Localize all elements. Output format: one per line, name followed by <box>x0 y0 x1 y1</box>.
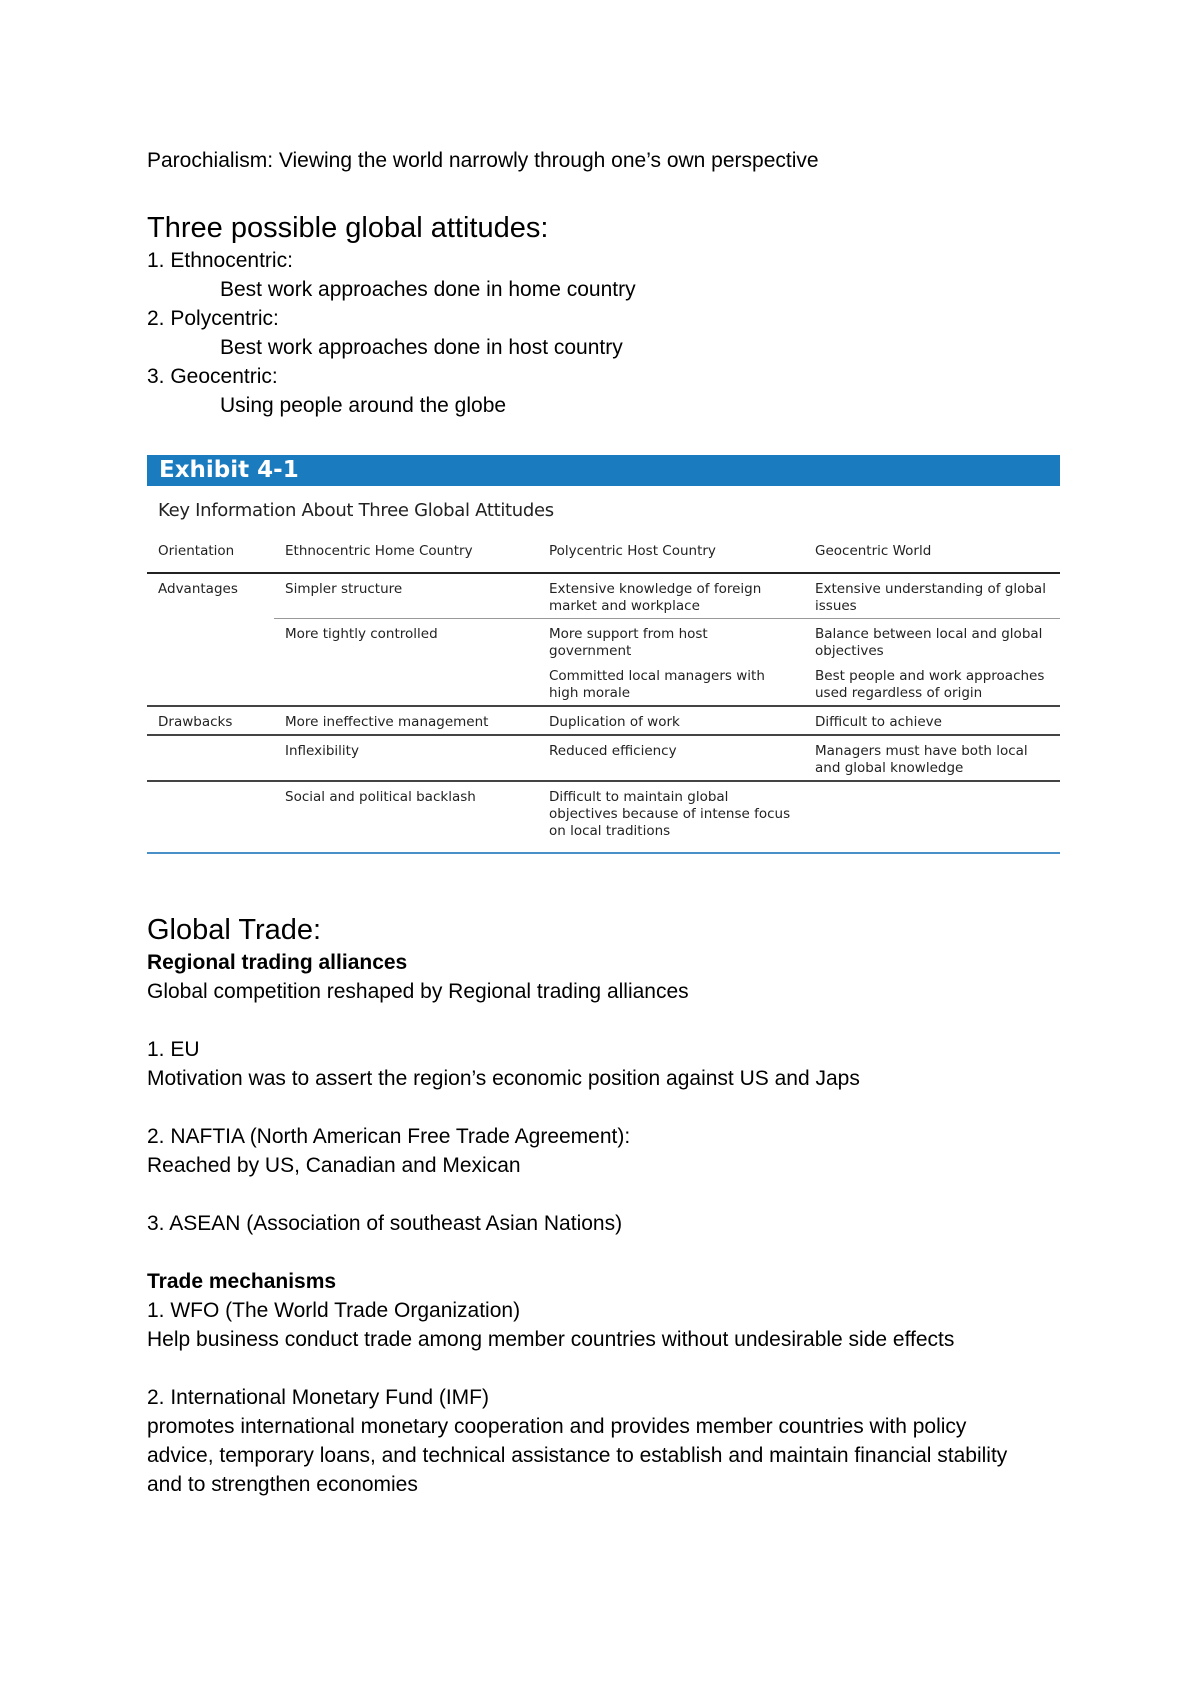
spacer <box>147 1093 1067 1122</box>
exhibit-title-bar: Exhibit 4-1 <box>147 455 1060 486</box>
geocentric-cell <box>804 619 1060 707</box>
attitude-label: 1. Ethnocentric: <box>147 249 293 272</box>
geocentric-cell <box>804 573 1060 619</box>
global-trade-heading: Global Trade: <box>147 914 322 946</box>
global-trade-section <box>147 912 1067 1499</box>
cell-item: More support from host government <box>549 626 708 659</box>
table-header: Polycentric Host Country <box>538 536 804 573</box>
table-row <box>147 735 1060 781</box>
ethnocentric-cell: Inflexibility <box>274 735 538 781</box>
attitude-label: 2. Polycentric: <box>147 307 279 330</box>
cell-item: Difficult to achieve <box>815 714 942 730</box>
ethnocentric-cell: Simpler structure <box>285 581 403 597</box>
cell-item: Extensive knowledge of foreign market and workplace <box>549 581 762 614</box>
cell-item: Reduced efficiency <box>549 743 677 759</box>
eu-title: 1. EU <box>147 1038 200 1061</box>
orientation-cell <box>147 735 274 781</box>
imf-title: 2. International Monetary Fund (IMF) <box>147 1386 489 1409</box>
polycentric-cell <box>538 706 804 735</box>
attitudes-heading: Three possible global attitudes: <box>147 212 549 244</box>
attitudes-section <box>147 210 1067 420</box>
ethnocentric-cell: More tightly controlled <box>274 619 538 707</box>
attitude-detail: Best work approaches done in host country <box>220 336 623 359</box>
exhibit-subtitle: Key Information About Three Global Attitudes <box>158 500 554 521</box>
nafta-title: 2. NAFTIA (North American Free Trade Agreement): <box>147 1125 631 1148</box>
asean-title: 3. ASEAN (Association of southeast Asian Nations) <box>147 1212 623 1235</box>
alliances-heading: Regional trading alliances <box>147 951 408 974</box>
wto-title: 1. WFO (The World Trade Organization) <box>147 1299 521 1322</box>
orientation-cell: Advantages <box>158 581 238 597</box>
table-header: Geocentric World <box>804 536 1060 573</box>
attitude-label: 3. Geocentric: <box>147 365 278 388</box>
polycentric-cell <box>538 735 804 781</box>
eu-text: Motivation was to assert the region’s economic position against US and Japs <box>147 1067 860 1090</box>
cell-item: Balance between local and global objectives <box>815 626 1043 659</box>
ethnocentric-cell: Social and political backlash <box>274 781 538 853</box>
orientation-cell: Drawbacks <box>147 706 274 735</box>
table-header-row <box>147 536 1060 573</box>
cell-item: Best people and work approaches used regardless of origin <box>815 668 1045 701</box>
attitudes-table <box>147 536 1060 854</box>
table-header: Orientation <box>147 536 274 573</box>
table-row <box>147 706 1060 735</box>
table-header: Ethnocentric Home Country <box>274 536 538 573</box>
wto-text: Help business conduct trade among member countries without undesirable side effects <box>147 1328 955 1351</box>
imf-text-line: and to strengthen economies <box>147 1473 418 1496</box>
cell-item: Managers must have both local and global knowledge <box>815 743 1028 776</box>
imf-text-line: advice, temporary loans, and technical assistance to establish and maintain financial stability <box>147 1444 1008 1467</box>
orientation-cell <box>147 781 274 853</box>
parochialism-definition: Parochialism: Viewing the world narrowly through one’s own perspective <box>147 149 819 172</box>
attitude-detail: Using people around the globe <box>220 394 507 417</box>
table-row <box>147 573 1060 619</box>
cell-item: Duplication of work <box>549 714 680 730</box>
geocentric-cell <box>804 735 1060 781</box>
table-row <box>147 619 1060 707</box>
geocentric-cell <box>804 781 1060 853</box>
mechanisms-heading: Trade mechanisms <box>147 1270 337 1293</box>
cell-item: Extensive understanding of global issues <box>815 581 1046 614</box>
polycentric-cell <box>538 573 804 619</box>
cell-item: Difficult to maintain global objectives because of intense focus on local traditions <box>549 789 791 839</box>
spacer <box>147 1006 1067 1035</box>
nafta-text: Reached by US, Canadian and Mexican <box>147 1154 521 1177</box>
alliances-intro: Global competition reshaped by Regional trading alliances <box>147 980 689 1003</box>
table-row <box>147 781 1060 853</box>
cell-item: Committed local managers with high morale <box>549 668 765 701</box>
spacer <box>147 1238 1067 1267</box>
imf-text-line: promotes international monetary cooperation and provides member countries with policy <box>147 1415 967 1438</box>
polycentric-cell <box>538 619 804 707</box>
spacer <box>147 1180 1067 1209</box>
spacer <box>147 1354 1067 1383</box>
intro-section <box>147 146 1067 175</box>
geocentric-cell <box>804 706 1060 735</box>
orientation-cell <box>147 619 274 707</box>
ethnocentric-cell: More ineffective management <box>274 706 538 735</box>
attitude-detail: Best work approaches done in home country <box>220 278 636 301</box>
polycentric-cell <box>538 781 804 853</box>
